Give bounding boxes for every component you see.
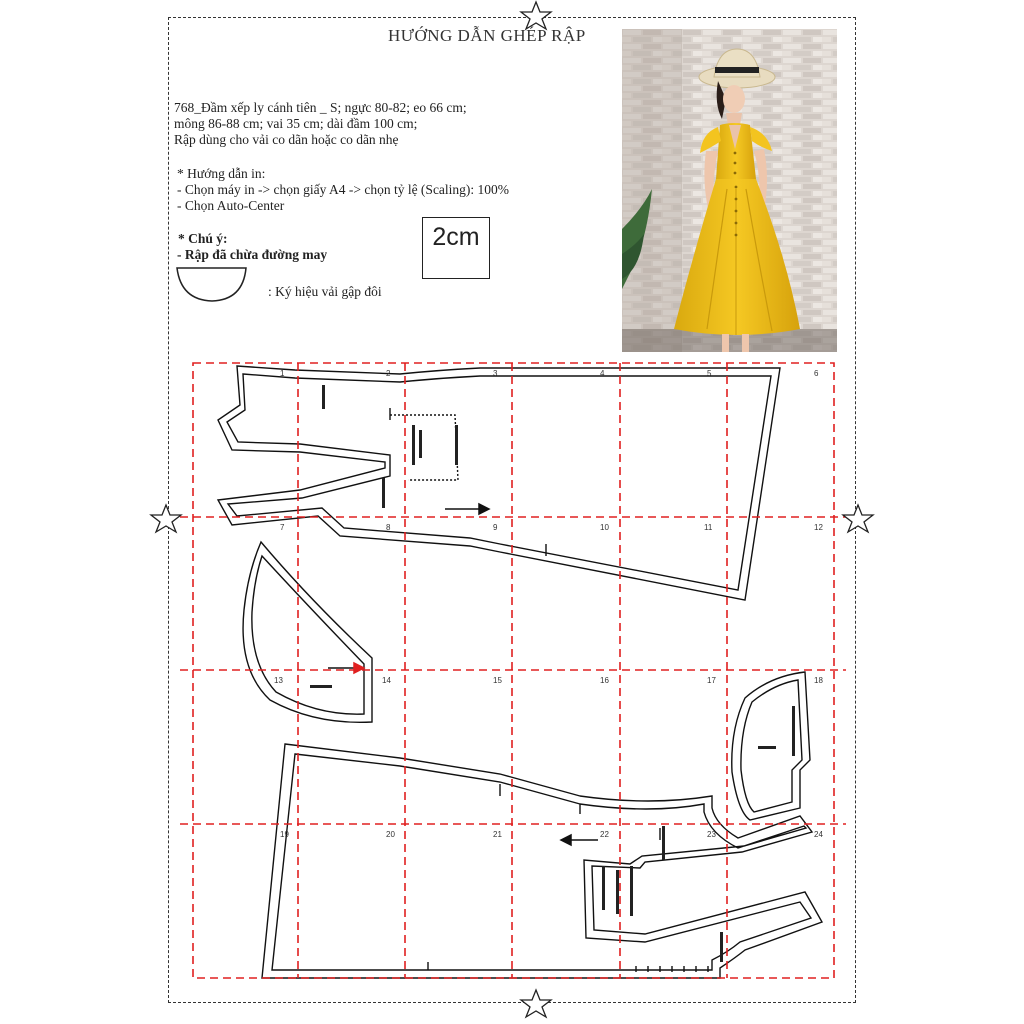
fold-symbol-label: : Ký hiệu vải gập đôi: [268, 284, 382, 299]
grid-cell-number: 15: [493, 676, 502, 685]
grid-cell-number: 17: [707, 676, 716, 685]
pattern-piece-ruffle: [243, 542, 372, 722]
note-heading: * Chú ý:: [178, 231, 228, 246]
description-line: 768_Đầm xếp ly cánh tiên _ S; ngực 80-82; eo 66 cm;: [174, 100, 467, 115]
grid-cell-number: 4: [600, 369, 605, 378]
grid-cell-number: 16: [600, 676, 609, 685]
grid-cell-number: 8: [386, 523, 391, 532]
grid-cell-number: 22: [600, 830, 609, 839]
grid-cell-number: 1: [280, 369, 285, 378]
grid-cell-number: 11: [704, 523, 713, 532]
grid-cell-number: 3: [493, 369, 498, 378]
description-line: Rập dùng cho vải co dãn hoặc co dãn nhẹ: [174, 132, 399, 147]
tile-grid-lines: [180, 363, 846, 978]
pattern-pieces: [218, 366, 822, 978]
pattern-piece-bodice: [218, 366, 780, 600]
note-item: - Rập đã chừa đường may: [177, 247, 328, 262]
grid-cell-number: 6: [814, 369, 819, 378]
scale-check-box: 2cm: [422, 217, 490, 279]
star-icon: [151, 505, 181, 532]
grid-cell-number: 2: [386, 369, 391, 378]
grid-cell-number: 19: [280, 830, 289, 839]
grid-cell-number: 7: [280, 523, 285, 532]
grid-cell-number: 14: [382, 676, 391, 685]
description-line: mông 86-88 cm; vai 35 cm; dài đầm 100 cm;: [174, 116, 418, 131]
grid-cell-number: 18: [814, 676, 823, 685]
print-guide-step: - Chọn máy in -> chọn giấy A4 -> chọn tỷ lệ (Scaling): 100%: [177, 182, 510, 197]
print-guide-heading: * Hướng dẫn in:: [177, 166, 266, 181]
grid-cell-number: 21: [493, 830, 502, 839]
grid-cell-number: 20: [386, 830, 395, 839]
grid-cell-number: 5: [707, 369, 712, 378]
page-title: HƯỚNG DẪN GHÉP RẬP: [388, 26, 586, 45]
grid-cell-number: 12: [814, 523, 823, 532]
piece-label-marks: [310, 385, 795, 962]
star-icon: [843, 505, 873, 532]
print-guide-step: - Chọn Auto-Center: [177, 198, 285, 213]
grid-cell-number: 23: [707, 830, 716, 839]
grid-cell-number: 10: [600, 523, 609, 532]
star-icon: [521, 990, 551, 1017]
grid-cell-number: 9: [493, 523, 498, 532]
grid-cell-number: 13: [274, 676, 283, 685]
star-icon: [521, 2, 551, 29]
grid-cell-number: 24: [814, 830, 823, 839]
